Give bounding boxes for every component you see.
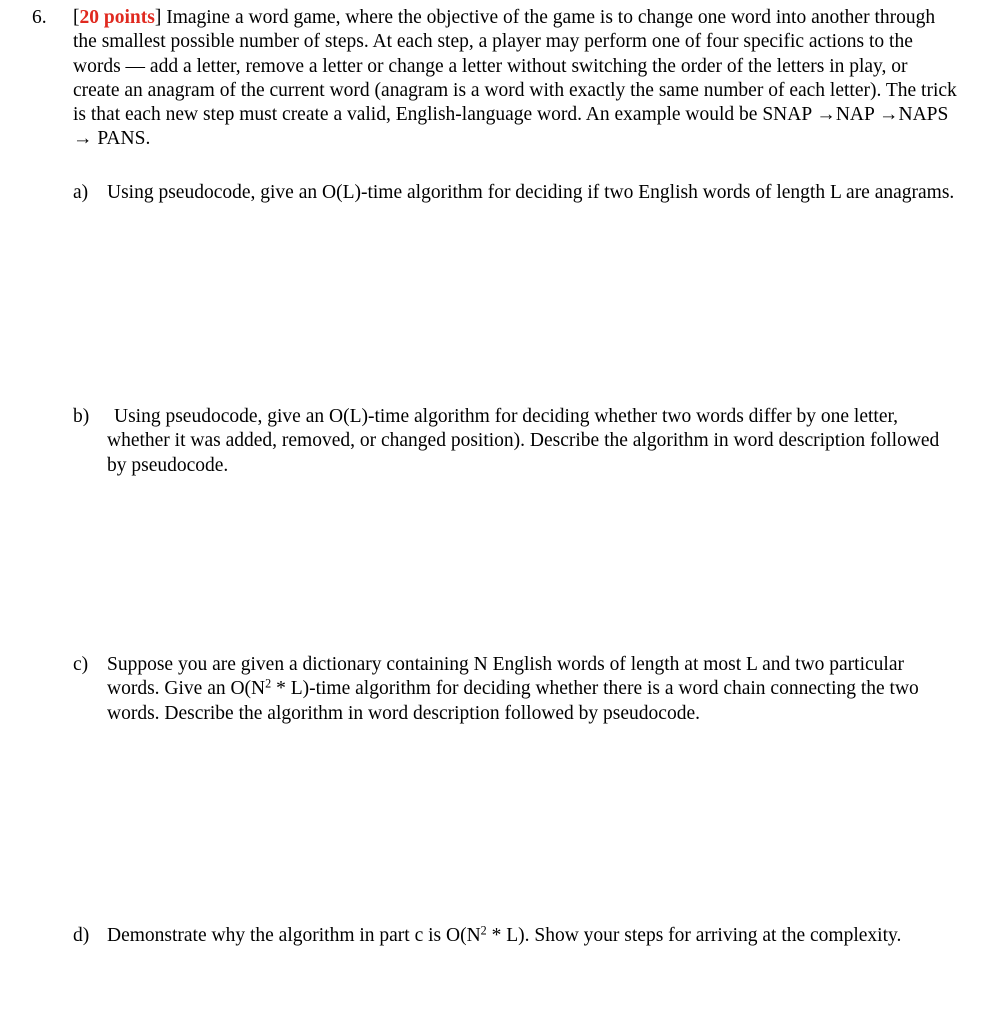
part-d-text (107, 924, 957, 948)
part-c (0, 653, 1000, 726)
part-b-text: Using pseudocode, give an O(L)-time algorithm for deciding whether two words differ by one letter, whether it was added, removed, or changed position). Describe the algorithm in word description followed by pseudocode. (107, 406, 940, 476)
question-number: 6. (32, 7, 47, 28)
part-c-text-before: Suppose you are given a dictionary containing N English words of length at most L and two particular words. Give an O(N (107, 654, 904, 700)
question-intro: Imagine a word game, where the objective of the game is to change one word into another through the smallest possible number of steps. At each step, a player may perform one of four specific actions to the words — add a letter, remove a letter or change a letter without switching the order of the letters in play, or create an anagram of the current word (anagram is a word with exactly the same number of each letter). The trick is that each new step must create a valid, English-language word. An example would be SNAP →NAP →NAPS → PANS. (73, 7, 957, 150)
part-c-label: c) (73, 654, 89, 675)
part-d-label: d) (73, 925, 90, 946)
part-c-text-after: * L)-time algorithm for deciding whether there is a word chain connecting the two words. Describe the algorithm in word description followed by pseudocode. (107, 678, 919, 724)
points-bracket-open: [ (73, 7, 80, 28)
points-bracket-close: ] (154, 7, 162, 28)
question-header (0, 6, 958, 152)
question-6 (0, 6, 1000, 152)
part-c-superscript: 2 (265, 676, 272, 691)
part-d-text-before: Demonstrate why the algorithm in part c is O(N (107, 925, 481, 946)
part-b (0, 405, 1000, 478)
part-b-label: b) (73, 406, 90, 427)
part-a (0, 181, 1000, 205)
points-value: 20 points (79, 7, 155, 28)
part-d (0, 924, 1000, 948)
part-d-superscript: 2 (480, 923, 487, 938)
part-c-text (107, 653, 957, 726)
part-d-text-after: * L). Show your steps for arriving at the complexity. (486, 925, 902, 946)
part-a-label: a) (73, 182, 89, 203)
part-a-text: Using pseudocode, give an O(L)-time algorithm for deciding if two English words of length L are anagrams. (107, 182, 955, 203)
